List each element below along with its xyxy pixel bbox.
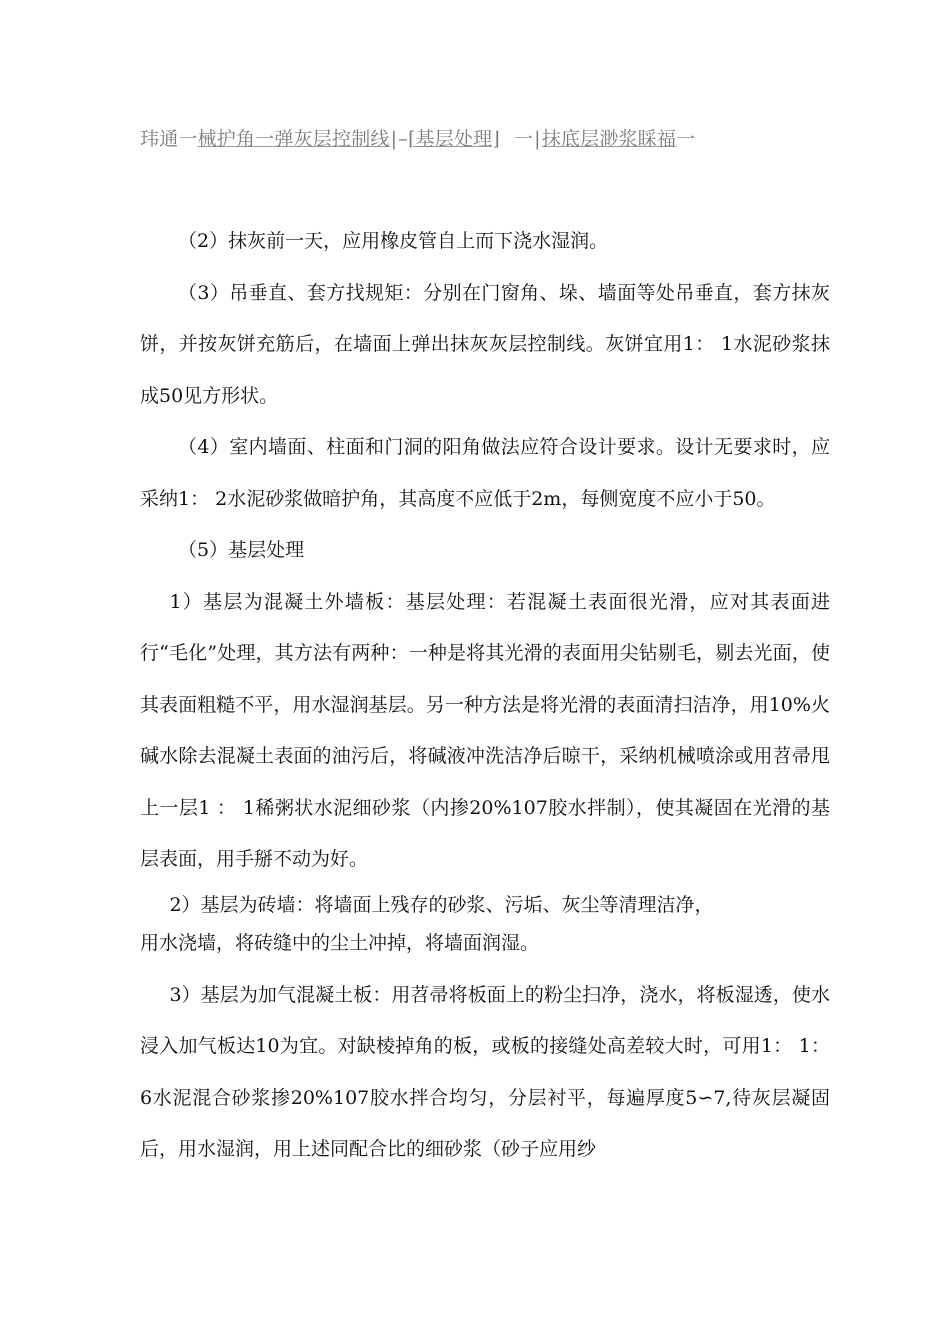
flow-arrow-3: 一	[676, 128, 696, 150]
paragraph-5-2: 2）基层为砖墙：将墙面上残存的砂浆、污垢、灰尘等清理洁净，	[169, 893, 714, 916]
paragraph-5: （5）基层处理	[178, 539, 305, 561]
flow-arrow-1: –	[398, 128, 408, 150]
document-body	[140, 216, 830, 1176]
paragraph-5-3: 3）基层为加气混凝土板：用苕帚将板面上的粉尘扫净，浇水，将板湿透，使水浸入加气板达10为宜。对缺棱掉角的板，或板的接缝处高差较大时，可用1： 1：6水泥混合砂浆掺20%107胶水拌合均匀，分层衬平，每遍厚度5∽7,待灰层凝固后，用水湿润，用上述同配合比的细砂浆（砂子应用纱	[140, 983, 830, 1160]
paragraph-3: （3）吊垂直、套方找规矩：分别在门窗角、垛、墙面等处吊垂直，套方抹灰饼，并按灰饼充筋后，在墙面上弹出抹灰灰层控制线。灰饼宜用1： 1水泥砂浆抹成50见方形状。	[140, 281, 830, 407]
flow-separator-2: |	[534, 128, 541, 150]
flow-step-3: ⌈基层处理⌋	[407, 128, 500, 150]
process-flow-diagram	[140, 124, 828, 151]
flow-arrow-2: 一	[513, 128, 534, 150]
flow-step-4: 抹底层渺浆睬福	[541, 128, 677, 150]
flow-separator-1: |	[390, 128, 398, 150]
paragraph-2: （2）抹灰前一天，应用橡皮管自上而下浇水湿润。	[178, 230, 609, 252]
paragraph-5-2-cont: 用水浇墙，将砖缝中的尘土冲掉，将墙面润湿。	[140, 931, 540, 954]
flow-step-1: 玮通一	[140, 128, 198, 150]
flow-step-2: 械护角一弹灰层控制线	[197, 128, 390, 150]
paragraph-4: （4）室内墙面、柱面和门洞的阳角做法应符合设计要求。设计无要求时，应采纳1： 2水泥砂浆做暗护角，其高度不应低于2m，每侧宽度不应小于50。	[140, 436, 830, 510]
paragraph-5-1: 1）基层为混凝土外墙板：基层处理：若混凝土表面很光滑，应对其表面进行“毛化”处理，其方法有两种：一种是将其光滑的表面用尖钻剔毛，剔去光面，使其表面粗糙不平，用水湿润基层。另一种方法是将光滑的表面清扫洁净，用10%火碱水除去混凝土表面的油污后，将碱液冲洗洁净后晾干，采纳机械喷涂或用苕帚甩上一层1 ： 1稀粥状水泥细砂浆（内掺20%107胶水拌制），使其凝固在光滑的基层表面，用手掰不动为好。	[140, 590, 830, 870]
